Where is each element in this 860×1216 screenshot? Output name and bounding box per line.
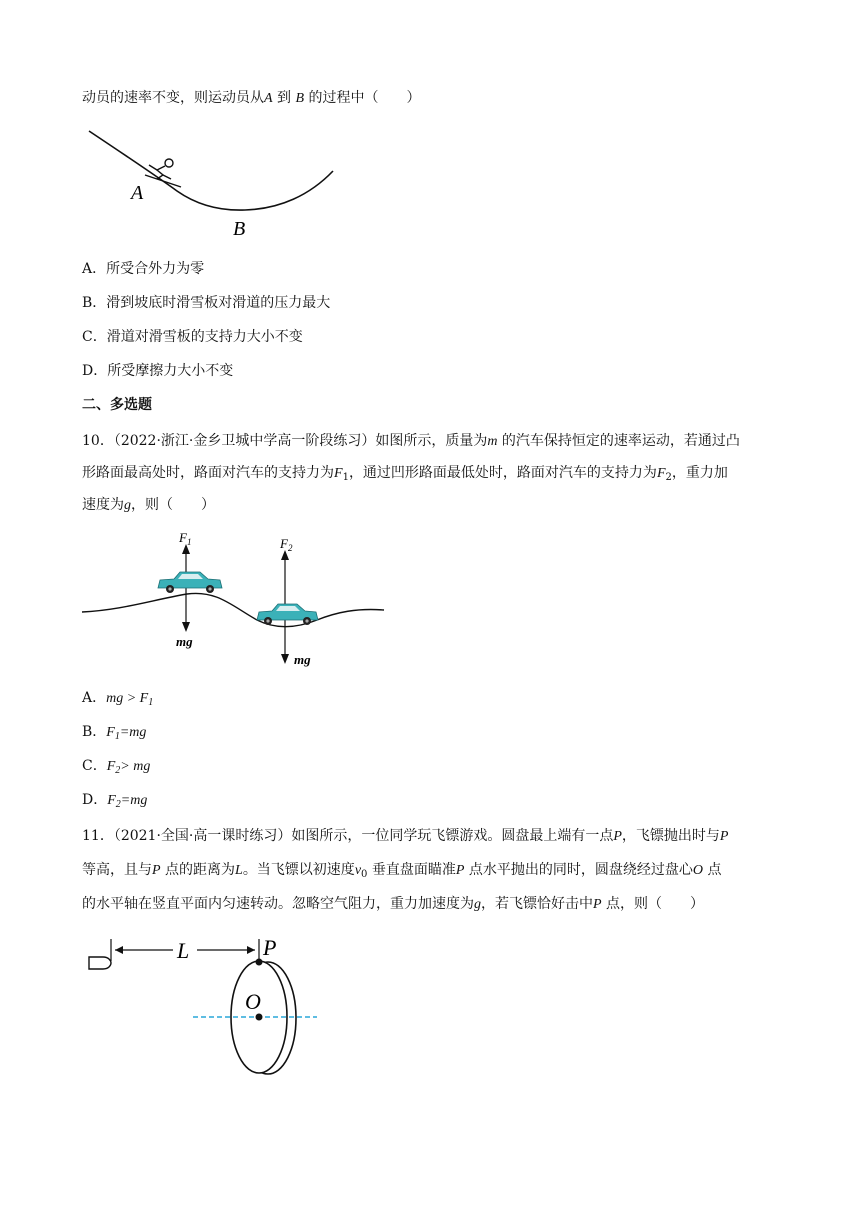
- q9-figure-ski-slope: [85, 125, 345, 240]
- dart-icon: [89, 957, 111, 969]
- mg-label-2: mg: [294, 652, 311, 667]
- f2-label: $F_2$: [280, 536, 293, 553]
- q11-figure-dart-disk: [85, 933, 325, 1073]
- label-a: A: [131, 182, 144, 204]
- q9-stem-tail: 动员的速率不变，则运动员从A 到 B 的过程中（ ）: [82, 90, 421, 106]
- car-icon-top: [158, 572, 222, 593]
- mg-label-1: mg: [176, 634, 193, 649]
- road-curve: [82, 593, 384, 626]
- q11-stem-line3: 的水平轴在竖直平面内匀速转动。忽略空气阻力，重力加速度为g，若飞镖恰好击中P 点，则（ ）: [82, 896, 705, 912]
- label-o: O: [245, 989, 261, 1014]
- point-p: [256, 959, 263, 966]
- label-l: L: [177, 938, 190, 963]
- slope-curve: [89, 131, 333, 210]
- car-icon-bottom: [257, 604, 318, 625]
- q10-option-a: A．mg > $F_1$: [82, 690, 154, 708]
- q9-option-a: A．所受合外力为零: [82, 261, 205, 277]
- q10-option-d: D．$F_2=mg$: [82, 792, 148, 810]
- point-o: [256, 1014, 263, 1021]
- q9-option-c: C．滑道对滑雪板的支持力大小不变: [82, 329, 303, 345]
- q9-option-b: B．滑到坡底时滑雪板对滑道的压力最大: [82, 295, 331, 311]
- q10-stem-line1: 10．（2022·浙江·金乡卫城中学高一阶段练习）如图所示，质量为m 的汽车保持恒定的速率运动，若通过凸: [82, 433, 740, 449]
- label-b: B: [233, 218, 246, 240]
- q11-stem-line2: 等高，且与P 点的距离为L。当飞镖以初速度$v_0$ 垂直盘面瞄准P 点水平抛出的同时，圆盘绕经过盘心O 点: [82, 862, 722, 880]
- q10-option-b: B．$F_1=mg$: [82, 724, 147, 742]
- label-p: P: [263, 935, 277, 960]
- q10-stem-line2: 形路面最高处时，路面对汽车的支持力为$F_1$，通过凹形路面最低处时，路面对汽车的支持力为$F_2$，重力加: [82, 465, 728, 483]
- q9-option-d: D．所受摩擦力大小不变: [82, 363, 234, 379]
- q11-stem-line1: 11．（2021·全国·高一课时练习）如图所示，一位同学玩飞镖游戏。圆盘最上端有一点P，飞镖抛出时与P: [82, 828, 729, 844]
- q10-figure-cars-road: [82, 528, 387, 673]
- q10-option-c: C．$F_2>$ mg: [82, 758, 151, 776]
- section-title-multiple-choice: 二、多选题: [82, 397, 152, 413]
- q10-stem-line3: 速度为g，则（ ）: [82, 497, 215, 513]
- f1-label: $F_1$: [179, 530, 192, 547]
